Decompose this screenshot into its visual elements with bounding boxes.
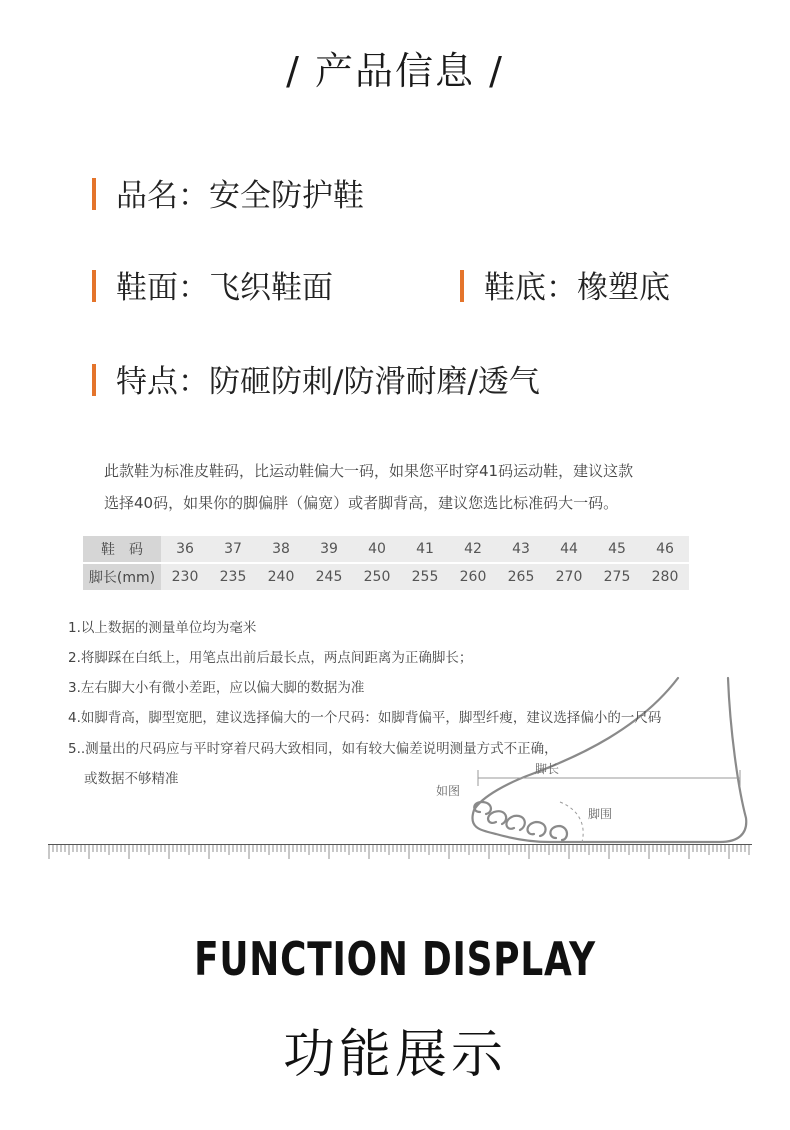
attr-upper-text: 鞋面：飞织鞋面	[116, 270, 333, 306]
length-cell: 270	[545, 563, 593, 590]
section-title: / 产品信息 /	[286, 49, 504, 93]
size-cell: 39	[305, 536, 353, 563]
ruler-ticks	[48, 845, 752, 861]
note-item: 4.如脚背高，脚型宽肥，建议选择偏大的一个尺码：如脚背偏平，脚型纤瘦，建议选择偏小的一尺码	[68, 710, 662, 726]
size-row-header: 鞋 码	[83, 536, 161, 563]
length-cell: 280	[641, 563, 689, 590]
size-cell: 40	[353, 536, 401, 563]
toe-outline	[474, 802, 491, 814]
length-cell: 255	[401, 563, 449, 590]
size-cell: 41	[401, 536, 449, 563]
size-cell: 42	[449, 536, 497, 563]
note-item: 3.左右脚大小有微小差距，应以偏大脚的数据为准	[68, 680, 365, 696]
girth-guide-line	[560, 802, 583, 842]
attr-product-name-text: 品名：安全防护鞋	[116, 178, 364, 214]
size-cell: 46	[641, 536, 689, 563]
toe-outline	[550, 826, 567, 840]
accent-bar	[92, 270, 96, 302]
toe-outline	[528, 822, 546, 836]
foot-length-label: 脚长	[535, 762, 560, 776]
size-advice-line-2: 选择40码，如果你的脚偏胖（偏宽）或者脚背高，建议您选比标准码大一码。	[104, 494, 619, 512]
attr-upper	[92, 262, 333, 307]
size-cell: 37	[209, 536, 257, 563]
length-row-header: 脚长(mm)	[83, 563, 161, 590]
length-cell: 230	[161, 563, 209, 590]
ruler	[48, 844, 752, 861]
size-table	[83, 536, 689, 590]
size-advice-line-1: 此款鞋为标准皮鞋码，比运动鞋偏大一码，如果您平时穿41码运动鞋，建议这款	[104, 462, 634, 480]
size-cell: 45	[593, 536, 641, 563]
length-cell: 240	[257, 563, 305, 590]
length-cell: 250	[353, 563, 401, 590]
foot-measure-illustration	[410, 670, 760, 850]
note-item: 2.将脚踩在白纸上，用笔点出前后最长点，两点间距离为正确脚长；	[68, 650, 473, 666]
accent-bar	[460, 270, 464, 302]
function-display-title-cn: 功能展示	[282, 1025, 507, 1085]
attr-sole	[460, 262, 670, 307]
accent-bar	[92, 364, 96, 396]
note-item: 或数据不够精准	[84, 771, 179, 787]
size-cell: 38	[257, 536, 305, 563]
note-item: 1.以上数据的测量单位均为毫米	[68, 620, 257, 636]
size-cell: 43	[497, 536, 545, 563]
length-cell: 275	[593, 563, 641, 590]
as-shown-label: 如图	[436, 784, 461, 798]
length-cell: 245	[305, 563, 353, 590]
size-cell: 44	[545, 536, 593, 563]
foot-girth-label: 脚围	[588, 807, 613, 821]
length-cell: 260	[449, 563, 497, 590]
note-item: 5..测量出的尺码应与平时穿着尺码大致相同，如有较大偏差说明测量方式不正确，	[68, 741, 558, 757]
attr-features	[92, 356, 540, 401]
accent-bar	[92, 178, 96, 210]
length-cell: 265	[497, 563, 545, 590]
length-row	[83, 563, 689, 590]
function-display-title: FUNCTION DISPLAY	[194, 932, 596, 986]
attr-sole-text: 鞋底：橡塑底	[484, 270, 670, 306]
attr-features-text: 特点：防砸防刺/防滑耐磨/透气	[116, 364, 540, 400]
length-cell: 235	[209, 563, 257, 590]
size-row	[83, 536, 689, 563]
attr-product-name	[92, 170, 364, 215]
toe-outline	[488, 811, 506, 824]
toe-outline	[506, 816, 524, 830]
size-cell: 36	[161, 536, 209, 563]
